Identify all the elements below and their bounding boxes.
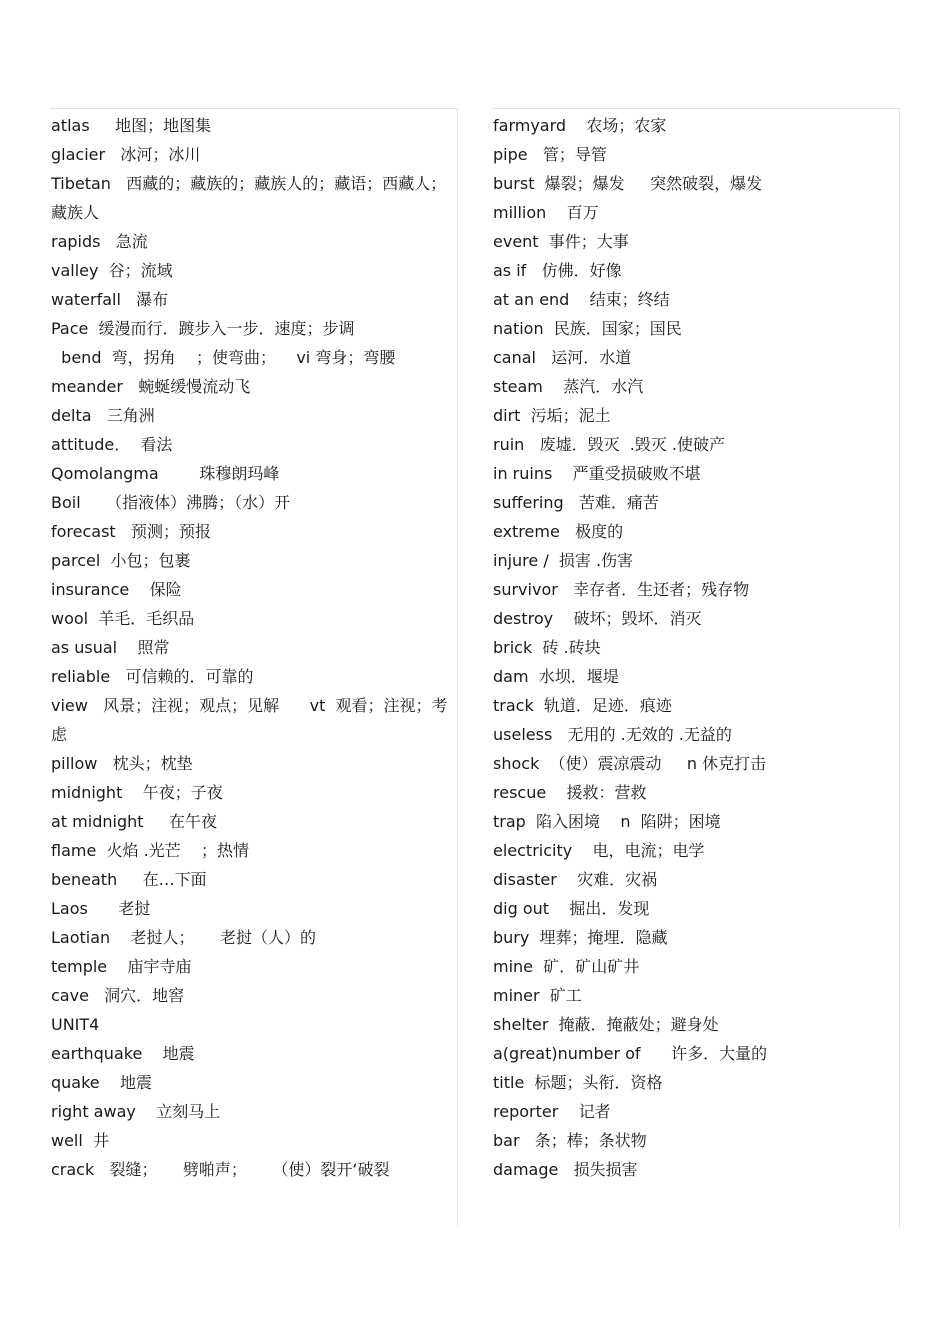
vocab-entry: electricity 电，电流；电学	[493, 841, 705, 860]
vocab-entry: meander 蜿蜒缓慢流动飞	[51, 377, 251, 396]
vocab-entry: destroy 破坏；毁坏．消灭	[493, 609, 702, 628]
vocab-entry: at midnight 在午夜	[51, 812, 217, 831]
left-entry-list	[50, 109, 457, 1184]
vocab-entry: reporter 记者	[493, 1102, 611, 1121]
vocab-entry: atlas 地图；地图集	[51, 116, 212, 135]
vocab-entry: right away 立刻马上	[51, 1102, 221, 1121]
vocab-entry: insurance 保险	[51, 580, 182, 599]
vocab-entry: miner 矿工	[493, 986, 582, 1005]
vocab-entry: title 标题；头衔．资格	[493, 1073, 663, 1092]
vocab-entry: pipe 管；导管	[493, 145, 607, 164]
vocab-entry: parcel 小包；包裹	[51, 551, 191, 570]
vocab-entry: flame 火焰 .光芒 ；热情	[51, 841, 250, 860]
vocab-entry: canal 运河．水道	[493, 348, 632, 367]
vocab-entry: dig out 掘出．发现	[493, 899, 650, 918]
vocab-entry: earthquake 地震	[51, 1044, 195, 1063]
vocab-entry: wool 羊毛．毛织品	[51, 609, 195, 628]
vocab-entry: farmyard 农场；农家	[493, 116, 667, 135]
vocab-entry: UNIT4	[51, 1015, 100, 1034]
vocab-entry: valley 谷；流域	[51, 261, 173, 280]
vocab-entry: suffering 苦难．痛苦	[493, 493, 659, 512]
vocab-entry: Laotian 老挝人； 老挝（人）的	[51, 928, 316, 947]
vocab-entry: Laos 老挝	[51, 899, 151, 918]
vocab-entry: injure / 损害 .伤害	[493, 551, 634, 570]
vocab-entry: dam 水坝．堰堤	[493, 667, 619, 686]
vocab-entry: waterfall 瀑布	[51, 290, 169, 309]
vocab-entry: in ruins 严重受损破败不堪	[493, 464, 701, 483]
vocab-entry: Pace 缓漫而行．踱步入一步．速度；步调	[51, 319, 355, 338]
vocab-entry: survivor 幸存者．生还者；残存物	[493, 580, 750, 599]
vocab-entry: cave 洞穴．地窖	[51, 986, 185, 1005]
vocab-entry: well 井	[51, 1131, 109, 1150]
vocab-entry: steam 蒸汽．水汽	[493, 377, 644, 396]
vocab-entry: damage 损失损害	[493, 1160, 638, 1179]
vocab-entry: Tibetan 西藏的；藏族的；藏族人的；藏语；西藏人；藏族人	[51, 174, 447, 222]
vocab-entry: bury 埋葬；掩埋．隐藏	[493, 928, 668, 947]
vocab-entry: useless 无用的 .无效的 .无益的	[493, 725, 732, 744]
vocab-entry: view 风景；注视；观点；见解 vt 观看；注视；考虑	[51, 696, 448, 744]
vocab-entry: shelter 掩蔽．掩蔽处；避身处	[493, 1015, 719, 1034]
vocab-entry: burst 爆裂；爆发 突然破裂，爆发	[493, 174, 763, 193]
vocab-entry: shock （使）震凉震动 n 休克打击	[493, 754, 767, 773]
right-vocab-column	[492, 108, 900, 1228]
vocab-entry: Boil （指液体）沸腾；（水）开	[51, 493, 291, 512]
right-entry-list	[492, 109, 899, 1184]
vocab-entry: trap 陷入困境 n 陷阱；困境	[493, 812, 721, 831]
vocab-entry: rescue 援救：营救	[493, 783, 647, 802]
vocab-entry: Qomolangma 珠穆朗玛峰	[51, 464, 280, 483]
vocab-entry: ruin 废墟．毁灭 .毁灭 .使破产	[493, 435, 725, 454]
vocab-entry: delta 三角洲	[51, 406, 155, 425]
vocab-entry: forecast 预测；预报	[51, 522, 211, 541]
vocab-entry: temple 庙宇寺庙	[51, 957, 192, 976]
vocab-entry: quake 地震	[51, 1073, 152, 1092]
vocab-entry: rapids 急流	[51, 232, 148, 251]
vocab-entry: event 事件；大事	[493, 232, 629, 251]
vocab-entry: bend 弯，拐角 ；使弯曲； vi 弯身；弯腰	[51, 348, 396, 367]
vocab-entry: glacier 冰河；冰川	[51, 145, 201, 164]
vocab-entry: midnight 午夜；子夜	[51, 783, 223, 802]
vocab-entry: crack 裂缝； 劈啪声； （使）裂开‘破裂	[51, 1160, 390, 1179]
vocab-entry: extreme 极度的	[493, 522, 624, 541]
vocab-entry: pillow 枕头；枕垫	[51, 754, 193, 773]
vocab-entry: dirt 污垢；泥土	[493, 406, 611, 425]
vocab-entry: a(great)number of 许多．大量的	[493, 1044, 768, 1063]
left-vocab-column	[50, 108, 458, 1228]
vocab-entry: nation 民族．国家；国民	[493, 319, 682, 338]
vocab-entry: bar 条；棒；条状物	[493, 1131, 647, 1150]
vocab-entry: at an end 结束；终结	[493, 290, 670, 309]
vocab-entry: reliable 可信赖的．可靠的	[51, 667, 254, 686]
vocab-entry: disaster 灾难．灾祸	[493, 870, 658, 889]
vocab-entry: beneath 在…下面	[51, 870, 207, 889]
vocab-entry: brick 砖 .砖块	[493, 638, 601, 657]
vocab-entry: attitude． 看法	[51, 435, 173, 454]
vocab-entry: mine 矿．矿山矿井	[493, 957, 640, 976]
vocab-entry: as usual 照常	[51, 638, 170, 657]
vocab-entry: million 百万	[493, 203, 599, 222]
vocab-entry: track 轨道．足迹．痕迹	[493, 696, 672, 715]
vocab-entry: as if 仿佛．好像	[493, 261, 622, 280]
